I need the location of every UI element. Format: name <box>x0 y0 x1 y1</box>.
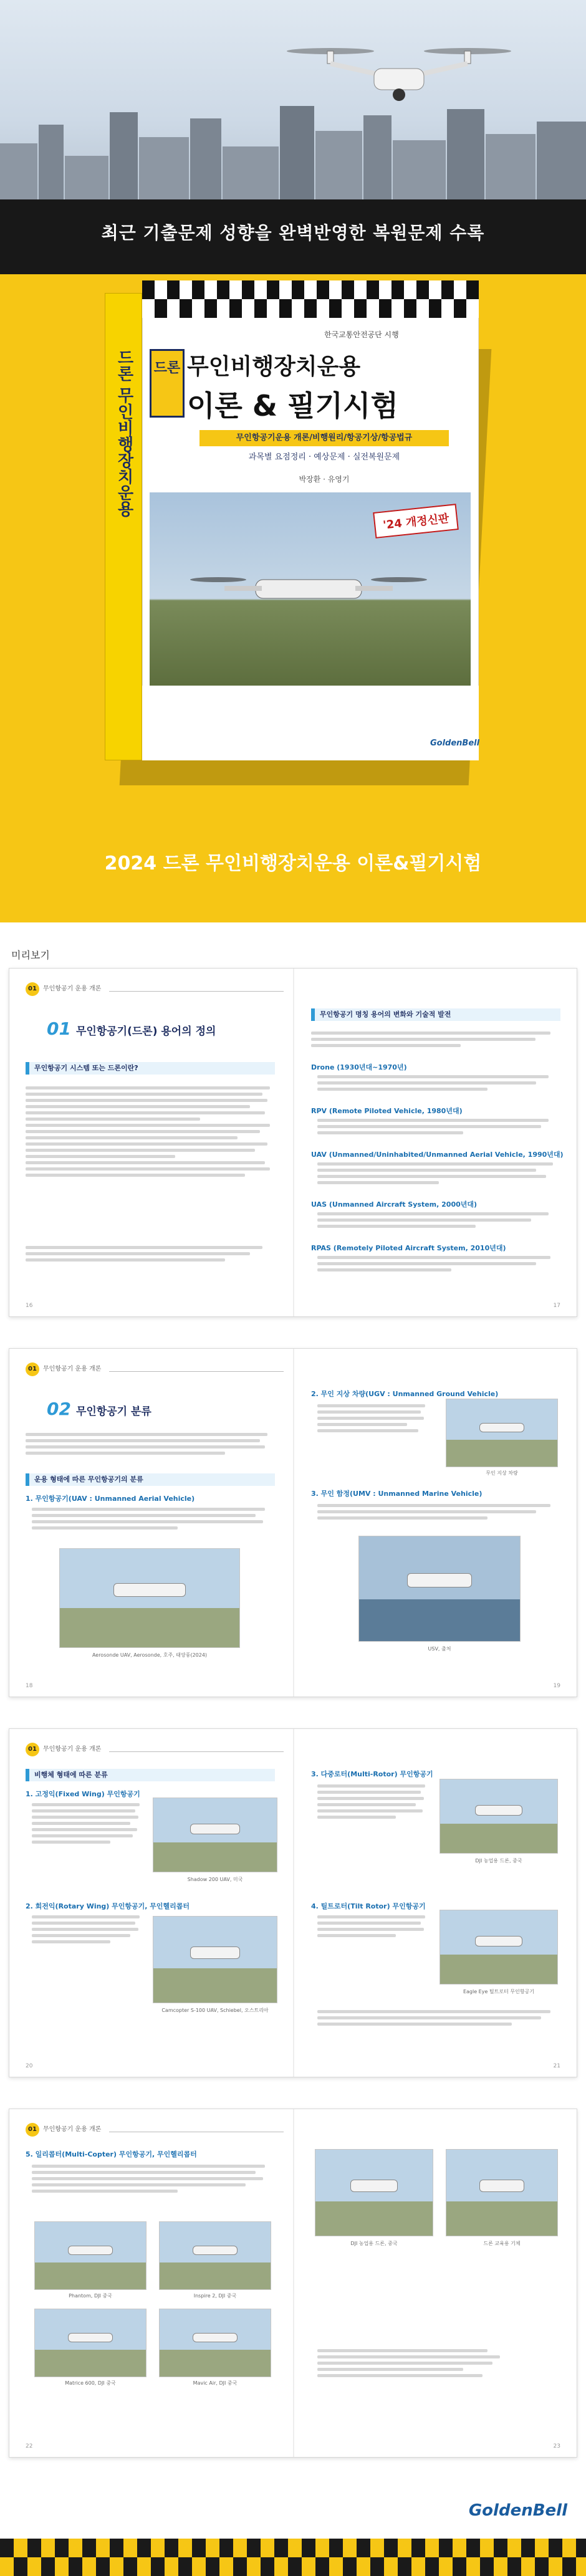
box-heading: 무인항공기 시스템 또는 드론이란? <box>26 1062 275 1075</box>
multicopter-photo-2 <box>159 2221 271 2290</box>
multicopter-photo-4 <box>159 2309 271 2377</box>
photo-caption: Camcopter S-100 UAV, Schiebel, 오스트리아 <box>161 2008 269 2013</box>
footer <box>0 2489 586 2576</box>
spine-title: 드론 무인비행장치운용 <box>115 349 133 517</box>
page-number-right: 17 <box>553 1303 560 1309</box>
photo-caption: DJI 농업용 드론, 중국 <box>475 1858 522 1864</box>
page-number-right: 21 <box>553 2063 560 2069</box>
chapter-header: 01 무인항공기 운용 개론 <box>26 982 101 996</box>
photo-caption: 드론 교육용 기체 <box>483 2241 521 2246</box>
box-heading: 운용 형태에 따른 무인항공기의 분류 <box>26 1473 275 1486</box>
uav-photo <box>59 1548 240 1648</box>
chapter-header: 01 무인항공기 운용 개론 <box>26 2123 101 2137</box>
publisher-label: 한국교통안전공단 시행 <box>324 330 399 339</box>
preview-label: 미리보기 <box>11 949 50 961</box>
chapter-header: 01 무인항공기 운용 개론 <box>26 1743 101 1756</box>
page-number-left: 18 <box>26 1683 33 1689</box>
box-heading: 비행체 형태에 따른 분류 <box>26 1769 275 1781</box>
chapter-header: 01 무인항공기 운용 개론 <box>26 1362 101 1376</box>
page-number-left: 16 <box>26 1303 33 1309</box>
multicopter-photo-5 <box>315 2149 433 2236</box>
sub-heading-multicopter: 5. 일리콥터(Multi-Copter) 무인항공기, 무인헬리콥터 <box>26 2150 197 2158</box>
multirotor-photo <box>439 1779 558 1854</box>
page-number-right: 19 <box>553 1683 560 1689</box>
multicopter-photo-1 <box>34 2221 146 2290</box>
book-title-line1: 무인비행장치운용 <box>187 354 361 380</box>
section-title: 01 무인항공기(드론) 용어의 정의 <box>47 1018 216 1039</box>
drone-image <box>274 37 524 112</box>
history-item-5: RPAS (Remotely Piloted Aircraft System, 2010년대) <box>311 1244 506 1252</box>
hero-section <box>0 0 586 922</box>
photo-caption: Eagle Eye 틸트로터 무인항공기 <box>463 1989 535 1994</box>
multicopter-photo-6 <box>446 2149 558 2236</box>
page-number-left: 22 <box>26 2443 33 2449</box>
photo-caption: Matrice 600, DJI 중국 <box>65 2380 116 2386</box>
revised-edition-badge: '24 개정신판 <box>373 504 459 539</box>
fixed-wing-photo <box>153 1798 277 1872</box>
photo-caption: Shadow 200 UAV, 미국 <box>187 1877 243 1882</box>
preview-spread-3 <box>9 1728 577 2077</box>
sub-heading-multirotor: 3. 다중로터(Multi-Rotor) 무인항공기 <box>311 1770 433 1778</box>
product-headline: 2024 드론 무인비행장치운용 이론&필기시험 <box>104 853 482 874</box>
history-item-3: UAV (Unmanned/Uninhabited/Unmanned Aerial Vehicle, 1990년대) <box>311 1151 564 1159</box>
page-number-right: 23 <box>553 2443 560 2449</box>
city-skyline <box>0 100 586 199</box>
umv-photo <box>358 1536 521 1642</box>
photo-caption: Aerosonde UAV, Aerosonde, 호주, 태양풍(2024) <box>92 1652 208 1658</box>
sub-heading-ugv: 2. 무인 지상 차량(UGV : Unmanned Ground Vehicle) <box>311 1390 499 1398</box>
photo-caption: Phantom, DJI 중국 <box>69 2293 112 2299</box>
sub-heading-tiltrotor: 4. 틸트로터(Tilt Rotor) 무인항공기 <box>311 1902 426 1910</box>
sub-heading-uav: 1. 무인항공기(UAV : Unmanned Aerial Vehicle) <box>26 1495 195 1503</box>
preview-spread-4 <box>9 2109 577 2458</box>
checker-pattern <box>142 280 479 318</box>
sub-heading-fixed-wing: 1. 고정익(Fixed Wing) 무인항공기 <box>26 1790 140 1798</box>
page-number-left: 20 <box>26 2063 33 2069</box>
preview-spread-2 <box>9 1348 577 1697</box>
book-authors: 박장환 · 유영기 <box>299 475 350 484</box>
tiltrotor-photo <box>439 1910 558 1985</box>
footer-logo: GoldenBell <box>468 2501 567 2520</box>
book-title-line2: 이론 & 필기시험 <box>187 389 398 423</box>
book-subtitle: 무인항공기운용 개론/비행원리/항공기상/항공법규 <box>199 430 449 446</box>
photo-caption: USV, 출처 <box>428 1646 451 1652</box>
book-subtitle2: 과목별 요점정리 · 예상문제 · 실전복원문제 <box>248 452 400 462</box>
photo-caption: Inspire 2, DJI 중국 <box>193 2293 237 2299</box>
photo-caption: DJI 농업용 드론, 중국 <box>350 2241 398 2246</box>
book-title <box>187 349 468 424</box>
sub-heading-umv: 3. 무인 함정(UMV : Unmanned Marine Vehicle) <box>311 1490 483 1498</box>
section-title: 02 무인항공기 분류 <box>47 1399 151 1419</box>
drone-tag: 드론 <box>150 349 185 418</box>
photo-caption: 무인 지상 차량 <box>486 1470 518 1476</box>
rotary-photo <box>153 1916 277 2003</box>
footer-checker-pattern <box>0 2539 586 2576</box>
ugv-photo <box>446 1399 558 1467</box>
photo-caption: Mavic Air, DJI 중국 <box>193 2380 238 2386</box>
banner-text: 최근 기출문제 성향을 완벽반영한 복원문제 수록 <box>101 223 485 243</box>
publisher-logo: GoldenBell <box>430 739 480 748</box>
history-item-2: RPV (Remote Piloted Vehicle, 1980년대) <box>311 1107 463 1115</box>
box-heading-right: 무인항공기 명칭 용어의 변화와 기술적 발전 <box>311 1008 560 1021</box>
multicopter-photo-3 <box>34 2309 146 2377</box>
preview-spread-1 <box>9 968 577 1317</box>
history-item-1: Drone (1930년대~1970년) <box>311 1063 407 1071</box>
sub-heading-rotary: 2. 회전익(Rotary Wing) 무인항공기, 무인헬리콥터 <box>26 1902 190 1910</box>
history-item-4: UAS (Unmanned Aircraft System, 2000년대) <box>311 1200 478 1209</box>
